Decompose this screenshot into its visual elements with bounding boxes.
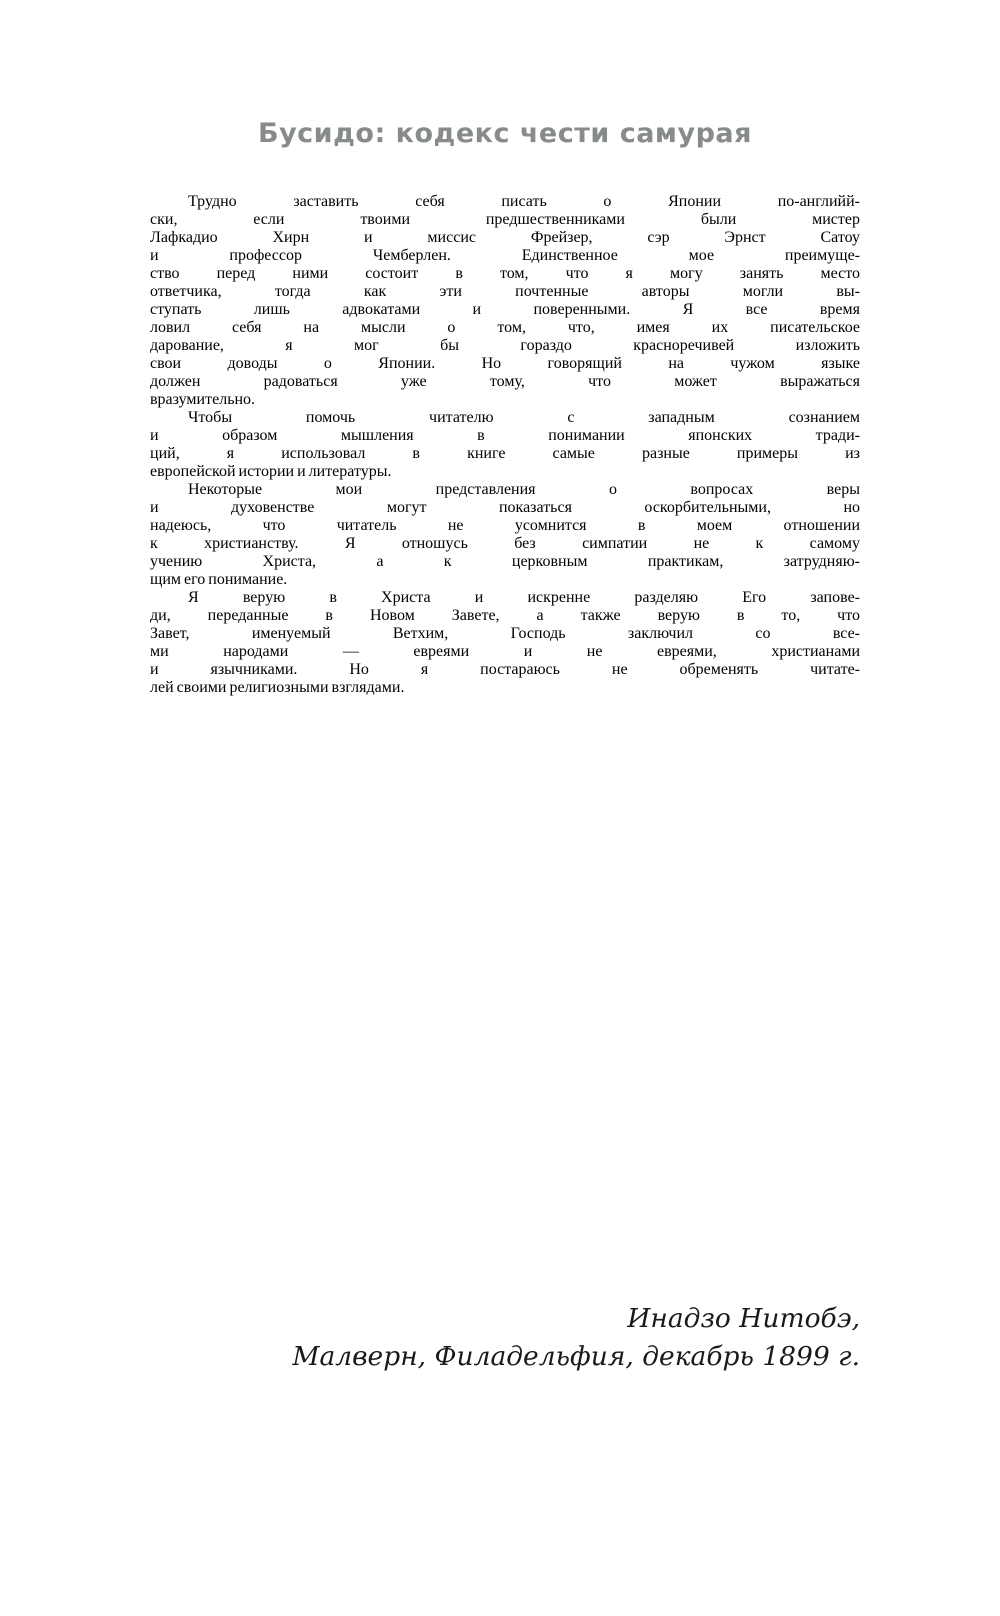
text-line: Я верую в Христа и искренне разделяю Его запове- [188,589,860,606]
paragraph-2 [150,409,860,481]
text-line: надеюсь, что читатель не усомнится в моем отношении [150,517,860,534]
signature-block [150,1300,860,1376]
paragraph-4 [150,589,860,697]
text-line: ски, если твоими предшественниками были мистер [150,211,860,228]
text-line: Лафкадио Хирн и миссис Фрейзер, сэр Эрнст Сатоу [150,229,860,246]
text-line: Завет, именуемый Ветхим, Господь заключил со все- [150,625,860,642]
text-line: учению Христа, а к церковным практикам, затрудняю- [150,553,860,570]
text-line: ступать лишь адвокатами и поверенными. Я все время [150,301,860,318]
signature-author: Инадзо Нитобэ, [627,1303,860,1334]
text-line: ловил себя на мысли о том, что, имея их писательское [150,319,860,336]
text-line: к христианству. Я отношусь без симпатии не к самому [150,535,860,552]
text-line: свои доводы о Японии. Но говорящий на чужом языке [150,355,860,372]
paragraph-3 [150,481,860,589]
text-line: и профессор Чемберлен. Единственное мое преимуще- [150,247,860,264]
text-line: ди, переданные в Новом Завете, а также верую в то, что [150,607,860,624]
text-line: и духовенстве могут показаться оскорбительными, но [150,499,860,516]
text-line: лей своими религиозными взглядами. [150,679,405,696]
paragraph-1 [150,193,860,409]
text-line: щим его понимание. [150,571,288,588]
text-line: ответчика, тогда как эти почтенные авторы могли вы- [150,283,860,300]
text-line: вразумительно. [150,391,256,408]
text-line: и язычниками. Но я постараюсь не обременять читате- [150,661,860,678]
text-line: европейской истории и литературы. [150,463,392,480]
text-line: должен радоваться уже тому, что может выражаться [150,373,860,390]
text-line: Трудно заставить себя писать о Японии по-английй- [188,193,860,210]
text-line: ми народами — евреями и не евреями, христианами [150,643,860,660]
running-head: Бусидо: кодекс чести самурая [258,118,752,149]
text-line: дарование, я мог бы гораздо красноречивей изложить [150,337,860,354]
text-line: ство перед ними состоит в том, что я могу занять место [150,265,860,282]
preface-body [150,193,860,697]
text-line: Некоторые мои представления о вопросах веры [188,481,860,498]
text-line: ций, я использовал в книге самые разные примеры из [150,445,860,462]
signature-place-date: Малверн, Филадельфия, декабрь 1899 г. [292,1341,860,1372]
text-line: Чтобы помочь читателю с западным сознанием [188,409,860,426]
text-line: и образом мышления в понимании японских тради- [150,427,860,444]
